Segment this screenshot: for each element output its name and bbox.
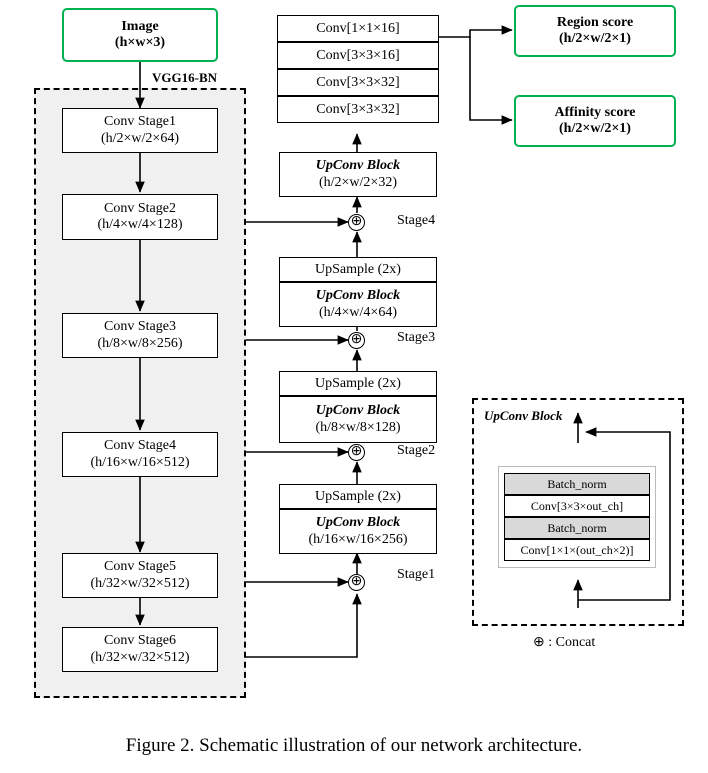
upconv-block-stage2: UpConv Block (h/8×w/8×128) <box>279 396 437 443</box>
conv-stage-3: Conv Stage3 (h/8×w/8×256) <box>62 313 218 358</box>
upconv-block-stage3: UpConv Block (h/4×w/4×64) <box>279 282 437 327</box>
head-conv-4: Conv[3×3×32] <box>277 96 439 123</box>
batch-norm-top: Batch_norm <box>504 473 650 495</box>
stage3-label: Stage3 <box>397 330 436 345</box>
concat-stage1: ⊕ <box>348 574 365 591</box>
upconv-detail-title: UpConv Block <box>484 408 563 423</box>
vgg-backbone-region <box>34 88 246 698</box>
stage4-label: Stage4 <box>397 213 436 228</box>
vgg-backbone-label: VGG16-BN <box>152 70 217 85</box>
conv-3x3-out-ch: Conv[3×3×out_ch] <box>504 495 650 517</box>
concat-stage2: ⊕ <box>348 444 365 461</box>
head-conv-3: Conv[3×3×32] <box>277 69 439 96</box>
stage1-label: Stage1 <box>397 567 436 582</box>
input-image-box: Image (h×w×3) <box>62 8 218 62</box>
affinity-score-box: Affinity score (h/2×w/2×1) <box>514 95 676 147</box>
figure-caption: Figure 2. Schematic illustration of our network architecture. <box>125 735 583 756</box>
batch-norm-bottom: Batch_norm <box>504 517 650 539</box>
stage2-label: Stage2 <box>397 443 436 458</box>
conv-1x1-out-ch2: Conv[1×1×(out_ch×2)] <box>504 539 650 561</box>
head-conv-2: Conv[3×3×16] <box>277 42 439 69</box>
head-conv-1: Conv[1×1×16] <box>277 15 439 42</box>
conv-stage-4: Conv Stage4 (h/16×w/16×512) <box>62 432 218 477</box>
region-score-box: Region score (h/2×w/2×1) <box>514 5 676 57</box>
conv-stage-2: Conv Stage2 (h/4×w/4×128) <box>62 194 218 240</box>
concat-stage3: ⊕ <box>348 332 365 349</box>
concat-stage4: ⊕ <box>348 214 365 231</box>
upsample-stage3: UpSample (2x) <box>279 257 437 282</box>
upsample-stage1: UpSample (2x) <box>279 484 437 509</box>
upsample-stage2: UpSample (2x) <box>279 371 437 396</box>
conv-stage-1: Conv Stage1 (h/2×w/2×64) <box>62 108 218 153</box>
upconv-detail-inner-frame <box>498 466 656 568</box>
conv-stage-5: Conv Stage5 (h/32×w/32×512) <box>62 553 218 598</box>
conv-stage-6: Conv Stage6 (h/32×w/32×512) <box>62 627 218 672</box>
upconv-block-stage4: UpConv Block (h/2×w/2×32) <box>279 152 437 197</box>
concat-legend: ⊕ : Concat <box>533 635 596 650</box>
upconv-block-stage1: UpConv Block (h/16×w/16×256) <box>279 509 437 554</box>
